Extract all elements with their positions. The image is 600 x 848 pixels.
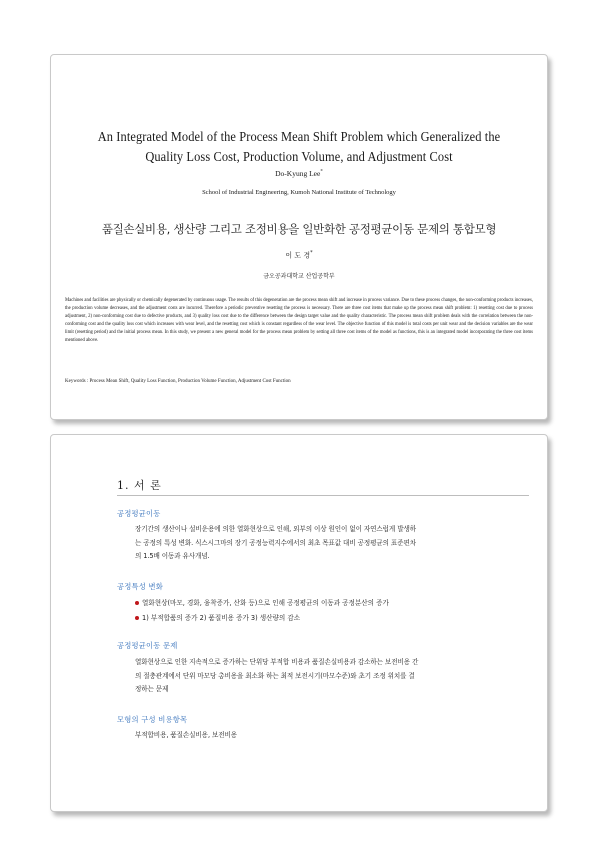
section-heading: 1. 서 론 (117, 479, 162, 492)
bullet-dot-icon (135, 601, 139, 605)
paper-title-line-2: Quality Loss Cost, Production Volume, and Adjustment Cost (145, 149, 453, 164)
bullet-item (135, 597, 517, 610)
korean-author-name: 이 도 경 (285, 251, 311, 260)
paragraph-mean-shift-problem (135, 656, 517, 697)
keywords: Keywords : Process Mean Shift, Quality Loss Function, Production Volume Function, Adjustment Cost Function (65, 379, 291, 384)
paragraph-line: 의 1.5배 이동과 유사개념. (135, 552, 210, 560)
bullet-text: 열화현상(마모, 경화, 융착증가, 산화 등)으로 인해 공정평균의 이동과 공정분산의 증가 (142, 599, 389, 607)
author-name: Do-Kyung Lee (275, 169, 321, 178)
paragraph-line: 장기간의 생산이나 설비운용에 의한 열화현상으로 인해, 외부의 이상 원인이 없이 자연스럽게 발생하 (135, 525, 417, 533)
korean-author (51, 250, 547, 260)
author (51, 169, 547, 178)
introduction-slide (50, 434, 548, 812)
bullet-dot-icon (135, 616, 139, 620)
abstract: Machines and facilities are physically or chemically degenerated by continuous usage. The results of this degeneration are the process mean shift and increase in process variance. Due to these process changes, the non-conforming products increases, the production volume decreases, and the adjustment costs are incurred. Therefore a periodic preventive resetting the process is necessary. There are three cost items that make up the process mean shift problem: 1) resetting cost due to process adjustment, 2) non-conforming cost due to defective products, and 3) quality loss cost due to the difference between the design target value and the quality characteristic. The process mean shift problem deals with the correlation between the non-conforming cost and the quality loss cost which increases with wear level, and the resetting cost which is constant regardless of the wear level. The objective function of this model is total costs per unit wear and the decision variables are the wear limit (resetting period) and the initial process mean. In this study, we present a new general model for the process mean problem by setting all three cost items of the model as functions, this is an integrated model incorporating the three cost items mentioned above. (65, 298, 533, 343)
bullet-text: 1) 부적합품의 증가 2) 품질비용 증가 3) 생산량의 감소 (142, 614, 301, 622)
subheading-process-mean-shift: 공정평균이동 (117, 509, 161, 518)
korean-affiliation: 금오공과대학교 산업공학부 (263, 273, 335, 280)
subheading-mean-shift-problem: 공정평균이동 문제 (117, 641, 178, 650)
korean-author-mark: * (310, 250, 313, 256)
title-slide (50, 54, 548, 420)
paragraph-process-mean-shift (135, 523, 517, 564)
paper-title (93, 127, 505, 167)
paragraph-cost-items (135, 729, 517, 743)
paragraph-line: 부적합비용, 품질손실비용, 보전비용 (135, 731, 238, 739)
bullet-item (135, 612, 517, 625)
subheading-process-change: 공정특성 변화 (117, 582, 164, 591)
subheading-cost-items: 모형의 구성 비용항목 (117, 715, 188, 724)
paragraph-line: 의 절충관계에서 단위 마모당 총비용을 최소화 하는 최적 보전시기(마모수준)와 초기 조정 위치를 결 (135, 671, 415, 680)
paragraph-line: 는 공정의 특성 변화. 식스시그마의 장기 공정능력지수에서의 최초 목표값 대비 공정평균의 표준편차 (135, 538, 417, 547)
paragraph-line: 열화현상으로 인한 지속적으로 증가하는 단위당 부적합 비용과 품질손실비용과 감소하는 보전비용 간 (135, 658, 419, 666)
author-mark: * (320, 169, 323, 175)
section-divider (117, 495, 529, 496)
paper-title-line-1: An Integrated Model of the Process Mean Shift Problem which Generalized the (97, 129, 501, 144)
affiliation: School of Industrial Engineering, Kumoh National Institute of Technology (202, 189, 396, 196)
paragraph-line: 정하는 문제 (135, 685, 169, 693)
korean-title: 품질손실비용, 생산량 그리고 조정비용을 일반화한 공정평균이동 문제의 통합모형 (101, 222, 497, 236)
